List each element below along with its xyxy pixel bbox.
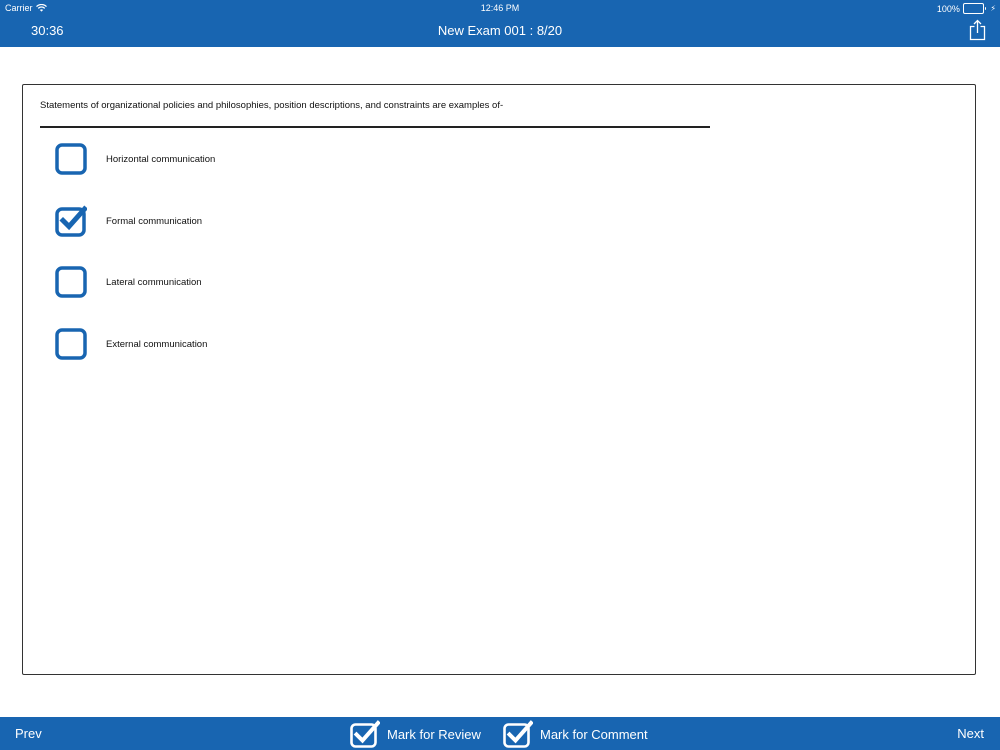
answer-option-label: Horizontal communication bbox=[106, 153, 216, 165]
question-text: Statements of organizational policies and philosophies, position descriptions, and constraints are examples of- bbox=[40, 100, 504, 111]
question-divider bbox=[40, 126, 710, 128]
top-bar bbox=[0, 0, 1000, 47]
mark-for-review-button[interactable] bbox=[350, 719, 481, 749]
battery-icon bbox=[963, 3, 987, 14]
charging-bolt-icon: ⚡ bbox=[990, 4, 996, 13]
next-button[interactable]: Next bbox=[957, 726, 984, 741]
mark-for-review-label: Mark for Review bbox=[387, 726, 481, 742]
checkbox-checked-icon bbox=[503, 720, 533, 748]
mark-for-comment-button[interactable] bbox=[503, 719, 648, 749]
checkbox-unchecked-icon[interactable] bbox=[55, 266, 87, 298]
mark-for-comment-label: Mark for Comment bbox=[540, 726, 648, 742]
exam-title: New Exam 001 : 8/20 bbox=[437, 23, 563, 38]
checkbox-checked-icon bbox=[350, 720, 380, 748]
share-icon bbox=[969, 19, 986, 41]
status-bar bbox=[0, 0, 1000, 16]
carrier-label: Carrier bbox=[5, 3, 33, 13]
bottom-bar bbox=[0, 717, 1000, 750]
exam-timer: 30:36 bbox=[31, 23, 64, 38]
answer-option[interactable] bbox=[55, 328, 455, 360]
checkbox-checked-icon[interactable] bbox=[55, 205, 87, 237]
checkbox-unchecked-icon[interactable] bbox=[55, 143, 87, 175]
status-time: 12:46 PM bbox=[480, 3, 520, 13]
answer-option-label: Formal communication bbox=[106, 215, 203, 227]
battery-indicator bbox=[937, 3, 996, 14]
question-card bbox=[22, 84, 976, 675]
battery-percent: 100% bbox=[936, 3, 960, 14]
answer-option-label: Lateral communication bbox=[106, 276, 202, 288]
answer-option[interactable] bbox=[55, 266, 455, 298]
answer-option-label: External communication bbox=[106, 338, 208, 350]
answer-option[interactable] bbox=[55, 143, 455, 175]
share-button[interactable] bbox=[969, 19, 986, 41]
prev-button[interactable]: Prev bbox=[15, 726, 42, 741]
checkbox-unchecked-icon[interactable] bbox=[55, 328, 87, 360]
answer-option[interactable] bbox=[55, 205, 455, 237]
